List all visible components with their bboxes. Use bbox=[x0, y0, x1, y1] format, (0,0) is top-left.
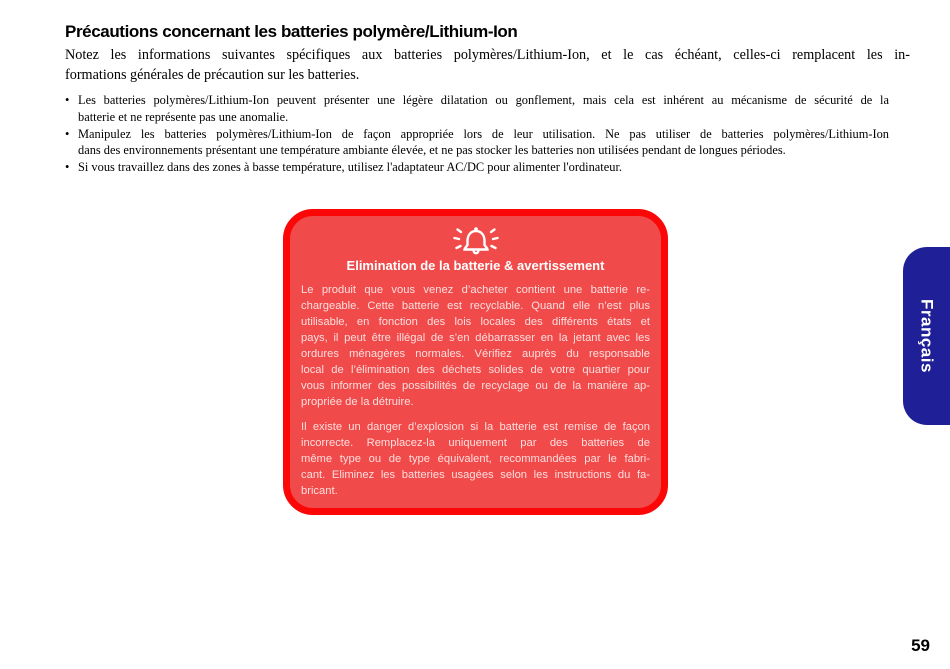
bullet-marker: • bbox=[65, 160, 70, 175]
bullet-marker: • bbox=[65, 126, 70, 141]
bullet-text: Si vous travaillez dans des zones à basse température, utilisez l'adaptateur AC/DC pour alimenter l'ordinateur. bbox=[78, 160, 622, 175]
bullet-marker: • bbox=[65, 93, 70, 107]
bullet-text: Les batteries polymères/Lithium-Ion peuvent présenter une légère dilatation ou gonflement, mais cela est inhérent au mécanisme de sécurité de la batterie et ne représente pas une anomalie. bbox=[78, 93, 889, 124]
warning-paragraph-1: Le produit que vous venez d’acheter contient une batterie re- chargeable. Cette batterie est recyclable. Quand elle n’est plus utilisable, en fonction des lois locales des différents états et pays, il peut être illégal de s’en débarrasser en la jetant avec les ordures ménagères normales. Vérifiez auprès du responsable local de l’élimination des déchets solides de votre quartier pour vous informer des possibilités de recyclage ou de la manière ap- propriée de la détruire. bbox=[301, 284, 650, 408]
alarm-bell-icon bbox=[453, 226, 499, 256]
warning-title: Elimination de la batterie & avertissement bbox=[346, 258, 605, 273]
bullet-text: Manipulez les batteries polymères/Lithium-Ion de façon appropriée lors de leur utilisation. Ne pas utiliser de batteries polymères/Lithium-Ion dans des environnements présentant une température ambiante élevée, et ne pas stocker les batteries non utilisées pendant de longues périodes. bbox=[78, 126, 889, 158]
intro-paragraph: Notez les informations suivantes spécifiques aux batteries polymères/Lithium-Ion, et le cas échéant, celles-ci remplacent les in- formations générales de précaution sur les batteries. bbox=[65, 47, 910, 83]
warning-box bbox=[283, 209, 668, 515]
bullet-item bbox=[65, 126, 889, 160]
warning-paragraph-2: Il existe un danger d’explosion si la batterie est remise de façon incorrecte. Remplacez-la uniquement par des batteries de même type ou de type équivalent, recommandées par le fabri- cant. Eliminez les batteries usagées selon les instructions du fa- bricant. bbox=[301, 421, 650, 497]
page-number: 59 bbox=[911, 636, 930, 655]
bullet-item bbox=[65, 92, 889, 126]
bullet-list bbox=[65, 92, 889, 176]
page-title: Précautions concernant les batteries polymère/Lithium-Ion bbox=[65, 22, 518, 41]
language-tab bbox=[903, 247, 950, 425]
bullet-item bbox=[65, 159, 889, 176]
language-tab-label: Français bbox=[917, 299, 937, 373]
